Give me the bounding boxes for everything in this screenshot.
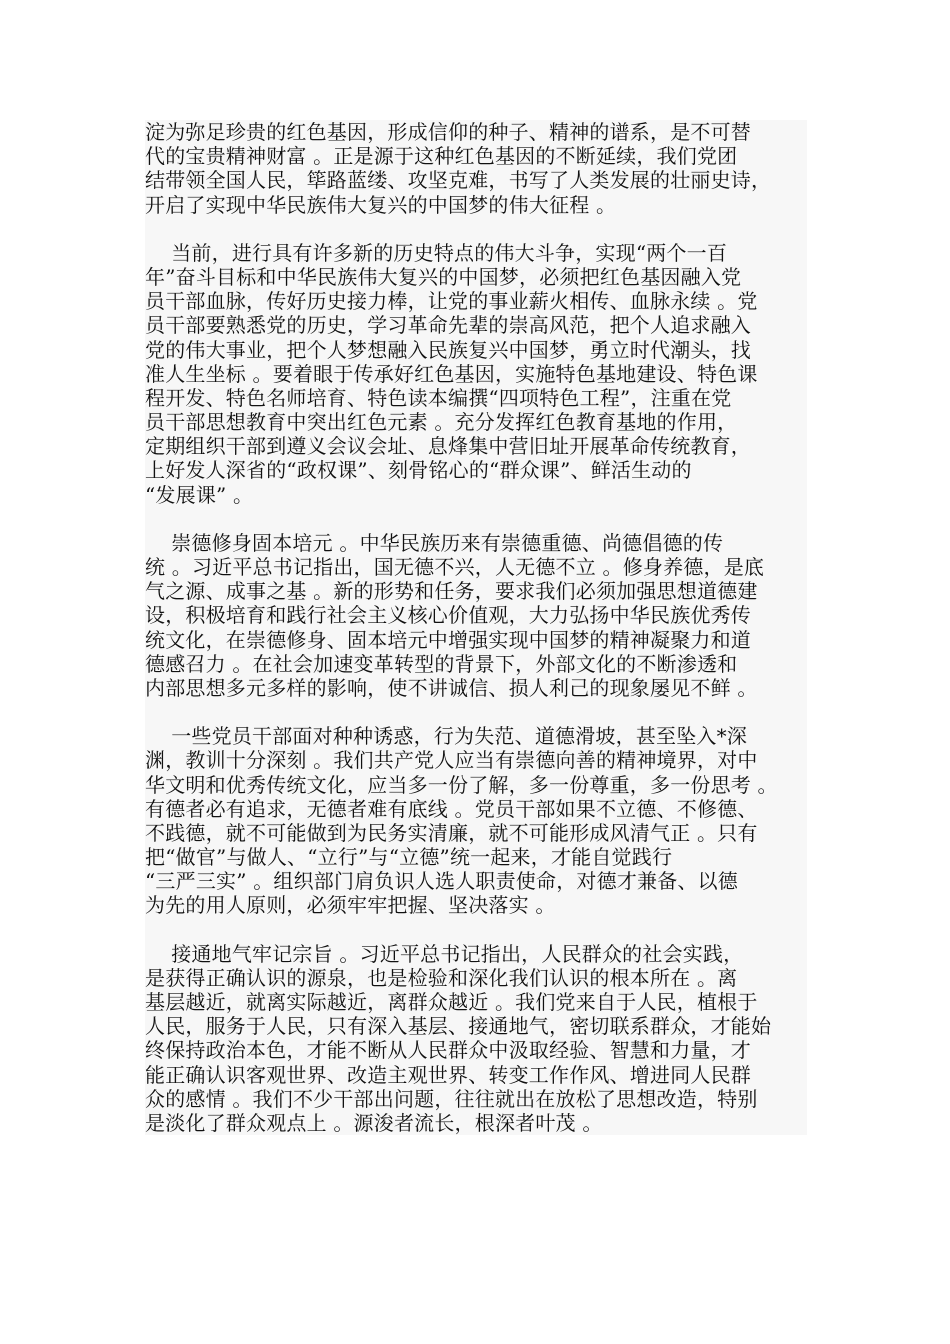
text-line: 当前，进行具有许多新的历史特点的伟大斗争，实现“两个一百 bbox=[145, 240, 728, 265]
text-line: 有德者必有追求，无德者难有底线 。党员干部如果不立德、不修德、 bbox=[145, 796, 758, 821]
text-line: 淀为弥足珍贵的红色基因，形成信仰的种子、精神的谱系，是不可替 bbox=[145, 120, 751, 144]
paragraph bbox=[145, 120, 807, 217]
paragraph-gap bbox=[145, 507, 807, 531]
text-line: 为先的用人原则，必须牢牢把握、坚决落实 。 bbox=[145, 893, 556, 918]
text-line: 气之源、成事之基 。新的形势和任务，要求我们必须加强思想道德建 bbox=[145, 579, 758, 604]
paragraph bbox=[145, 724, 807, 918]
text-line: 内部思想多元多样的影响，使不讲诚信、损人利己的现象屡见不鲜 。 bbox=[145, 675, 758, 700]
text-line: 员干部思想教育中突出红色元素 。充分发挥红色教育基地的作用， bbox=[145, 410, 738, 435]
text-line: “三严三实” 。组织部门肩负识人选人职责使命，对德才兼备、以德 bbox=[145, 869, 739, 894]
paragraph-gap bbox=[145, 700, 807, 724]
text-line: 华文明和优秀传统文化，应当多一份了解，多一份尊重，多一份思考 。 bbox=[145, 772, 778, 797]
text-line: 人民，服务于人民，只有深入基层、接通地气，密切联系群众，才能始 bbox=[145, 1014, 772, 1039]
paragraph-gap bbox=[145, 918, 807, 942]
text-line: 结带领全国人民，筚路蓝缕、攻坚克难，书写了人类发展的壮丽史诗， bbox=[145, 168, 772, 193]
text-line: 程开发、特色名师培育、特色读本编撰“四项特色工程”，注重在党 bbox=[145, 385, 732, 410]
text-line: 崇德修身固本培元 。中华民族历来有崇德重德、尚德倡德的传 bbox=[145, 530, 724, 555]
text-line: 年”奋斗目标和中华民族伟大复兴的中国梦，必须把红色基因融入党 bbox=[145, 264, 742, 289]
text-line: 渊，教训十分深刻 。我们共产党人应当有崇德向善的精神境界，对中 bbox=[145, 748, 758, 773]
text-line: 能正确认识客观世界、改造主观世界、转变工作作风、增进同人民群 bbox=[145, 1062, 751, 1087]
paragraph bbox=[145, 531, 807, 700]
text-line: 是淡化了群众观点上 。源浚者流长，根深者叶茂 。 bbox=[145, 1110, 603, 1135]
paragraph-gap bbox=[145, 217, 807, 241]
text-line: 党的伟大事业，把个人梦想融入民族复兴中国梦，勇立时代潮头，找 bbox=[145, 337, 751, 362]
text-line: 员干部要熟悉党的历史，学习革命先辈的崇高风范，把个人追求融入 bbox=[145, 313, 751, 338]
text-line: 接通地气牢记宗旨 。习近平总书记指出，人民群众的社会实践， bbox=[145, 941, 744, 966]
text-line: 准人生坐标 。要着眼于传承好红色基因，实施特色基地建设、特色课 bbox=[145, 361, 758, 386]
text-line: 统 。习近平总书记指出，国无德不兴，人无德不立 。修身养德，是底 bbox=[145, 555, 765, 579]
text-line: 定期组织干部到遵义会议会址、息烽集中营旧址开展革命传统教育， bbox=[145, 434, 751, 459]
text-line: 德感召力 。在社会加速变革转型的背景下，外部文化的不断渗透和 bbox=[145, 651, 738, 676]
text-line: 基层越近，就离实际越近，离群众越近 。我们党来自于人民，植根于 bbox=[145, 990, 758, 1014]
text-line: 员干部血脉，传好历史接力棒，让党的事业薪火相传、血脉永续 。党 bbox=[145, 289, 758, 314]
text-line: 把“做官”与做人、“立行”与“立德”统一起来，才能自觉践行 bbox=[145, 845, 673, 870]
text-line: 代的宝贵精神财富 。正是源于这种红色基因的不断延续，我们党团 bbox=[145, 144, 738, 169]
text-line: 上好发人深省的“政权课”、刻骨铭心的“群众课”、鲜活生动的 bbox=[145, 458, 692, 483]
text-line: 开启了实现中华民族伟大复兴的中国梦的伟大征程 。 bbox=[145, 192, 617, 217]
text-line: 不践德，就不可能做到为民务实清廉，就不可能形成风清气正 。只有 bbox=[145, 820, 758, 845]
text-line: 是获得正确认识的源泉，也是检验和深化我们认识的根本所在 。离 bbox=[145, 965, 738, 990]
text-line: 统文化，在崇德修身、固本培元中增强实现中国梦的精神凝聚力和道 bbox=[145, 627, 751, 652]
text-line: 一些党员干部面对种种诱惑，行为失范、道德滑坡，甚至坠入*深 bbox=[145, 724, 748, 749]
paragraph bbox=[145, 942, 807, 1136]
text-line: 设，积极培育和践行社会主义核心价值观，大力弘扬中华民族优秀传 bbox=[145, 603, 751, 628]
document-body bbox=[145, 120, 807, 1135]
text-line: 众的感情 。我们不少干部出问题，往往就出在放松了思想改造，特别 bbox=[145, 1086, 758, 1111]
text-line: 终保持政治本色，才能不断从人民群众中汲取经验、智慧和力量，才 bbox=[145, 1038, 751, 1063]
paragraph bbox=[145, 241, 807, 507]
text-line: “发展课” 。 bbox=[145, 482, 254, 507]
